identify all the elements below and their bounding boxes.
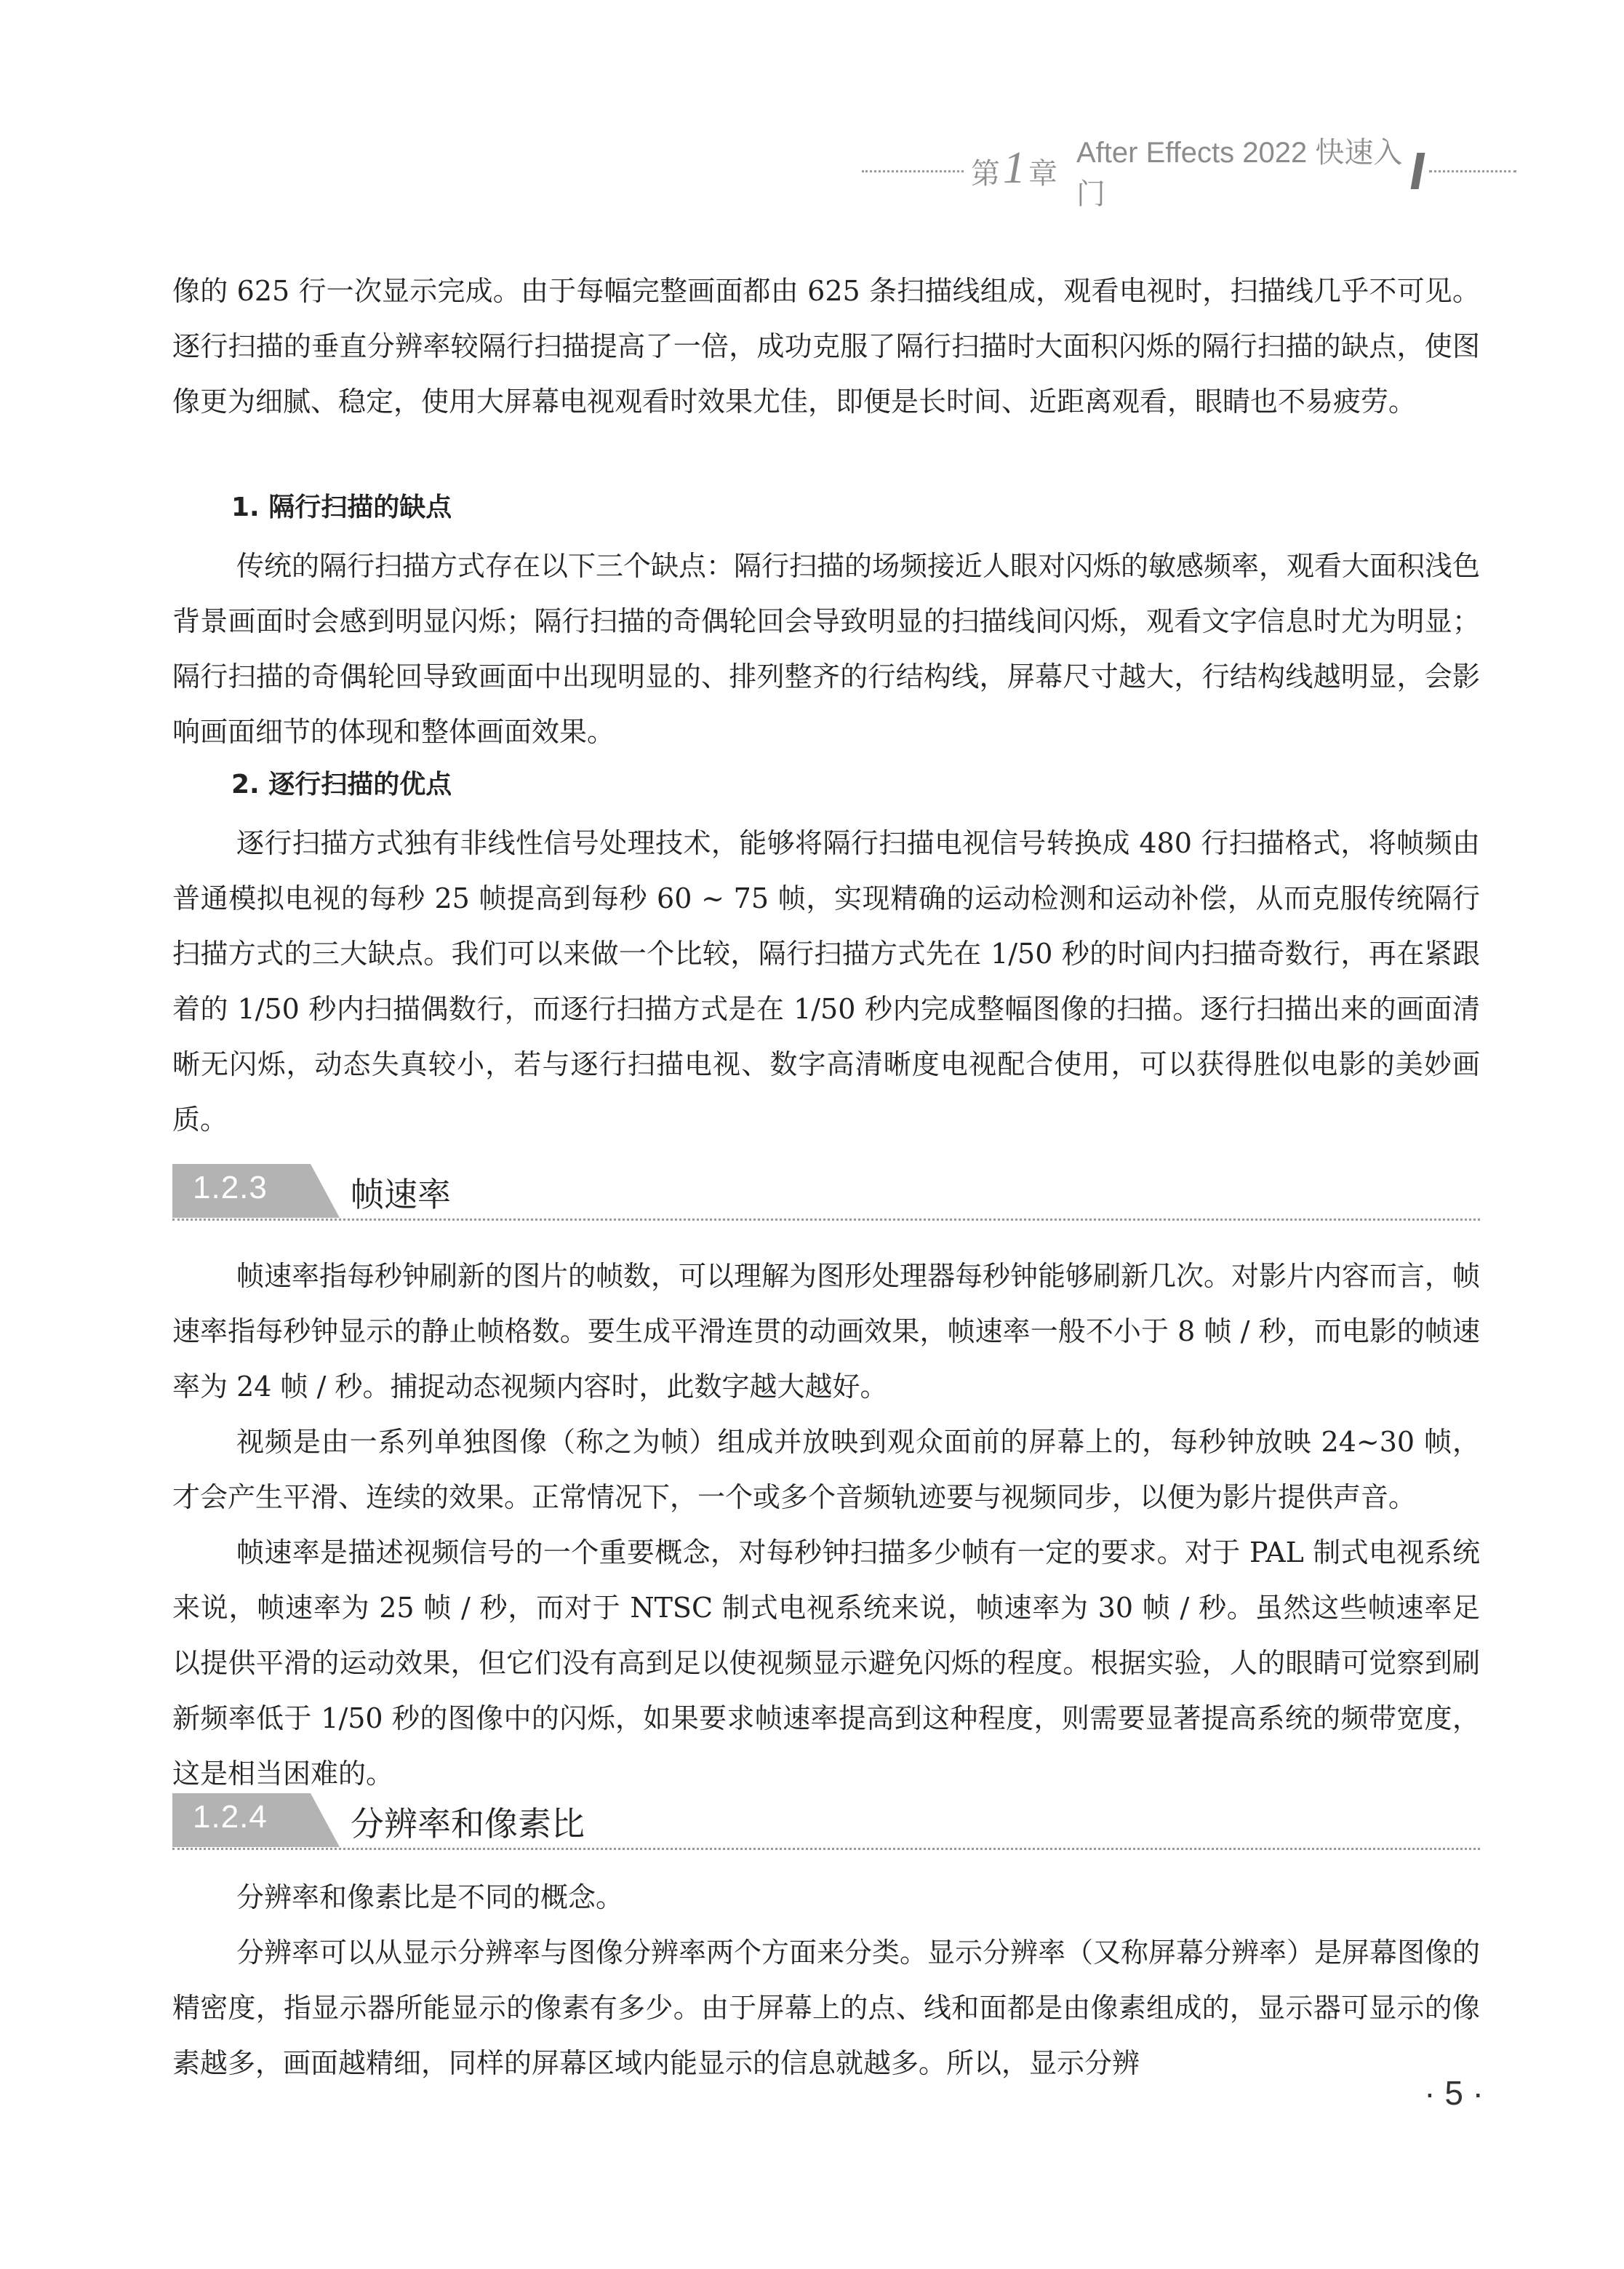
section-1-2-4-text — [172, 1870, 1480, 2091]
header-dotted-rule-right — [1429, 170, 1516, 172]
paragraph: 帧速率是描述视频信号的一个重要概念，对每秒钟扫描多少帧有一定的要求。对于 PAL 制式电视系统来说，帧速率为 25 帧 / 秒，而对于 NTSC 制式电视系统来说，帧速率为 30 帧 / 秒。虽然这些帧速率足以提供平滑的运动效果，但它们没有高到足以使视频显示避免闪烁的程度。根据实验，人的眼睛可觉察到刷新频率低于 1/50 秒的图像中的闪烁，如果要求帧速率提高到这种程度，则需要显著提高系统的频带宽度，这是相当困难的。 — [172, 1536, 1480, 1790]
section-heading-1-2-4 — [172, 1793, 1480, 1850]
chapter-number: 1 — [1003, 143, 1025, 193]
header-bar-mark — [1410, 153, 1425, 189]
subsection-heading-progressive-advantages: 2. 逐行扫描的优点 — [231, 770, 452, 799]
page-number: · 5 · — [1424, 2074, 1484, 2112]
chapter-suffix: 章 — [1028, 157, 1057, 190]
paragraph: 帧速率指每秒钟刷新的图片的帧数，可以理解为图形处理器每秒钟能够刷新几次。对影片内容而言，帧速率指每秒钟显示的静止帧格数。要生成平滑连贯的动画效果，帧速率一般不小于 8 帧 / 秒，而电影的帧速率为 24 帧 / 秒。捕捉动态视频内容时，此数字越大越好。 — [172, 1260, 1481, 1403]
intro-paragraph: 像的 625 行一次显示完成。由于每幅完整画面都由 625 条扫描线组成，观看电视时，扫描线几乎不可见。逐行扫描的垂直分辨率较隔行扫描提高了一倍，成功克服了隔行扫描时大面积闪烁的隔行扫描的缺点，使图像更为细腻、稳定，使用大屏幕电视观看时效果尤佳，即便是长时间、近距离观看，眼睛也不易疲劳。 — [172, 275, 1480, 418]
section-dotted-rule — [172, 1219, 1480, 1221]
running-header — [855, 137, 1524, 210]
subsection-heading-interlaced-drawbacks: 1. 隔行扫描的缺点 — [231, 493, 452, 522]
header-dotted-rule-left — [862, 170, 964, 172]
section-title: 分辨率和像素比 — [351, 1804, 585, 1843]
paragraph: 视频是由一系列单独图像（称之为帧）组成并放映到观众面前的屏幕上的，每秒钟放映 24~30 帧，才会产生平滑、连续的效果。正常情况下，一个或多个音频轨迹要与视频同步，以便为影片提供声音。 — [172, 1426, 1480, 1513]
subsection-1-text — [172, 538, 1480, 759]
subsection-2-text — [172, 816, 1480, 1147]
section-title: 帧速率 — [351, 1175, 451, 1214]
subsection-2-paragraph: 逐行扫描方式独有非线性信号处理技术，能够将隔行扫描电视信号转换成 480 行扫描格式，将帧频由普通模拟电视的每秒 25 帧提高到每秒 60 ~ 75 帧，实现精确的运动检测和运动补偿，从而克服传统隔行扫描方式的三大缺点。我们可以来做一个比较，隔行扫描方式先在 1/50 秒的时间内扫描奇数行，再在紧跟着的 1/50 秒内扫描偶数行，而逐行扫描方式是在 1/50 秒内完成整幅图像的扫描。逐行扫描出来的画面清晰无闪烁，动态失真较小，若与逐行扫描电视、数字高清晰度电视配合使用，可以获得胜似电影的美妙画质。 — [172, 827, 1480, 1136]
paragraph: 分辨率和像素比是不同的概念。 — [236, 1881, 624, 1913]
section-1-2-3-text — [172, 1248, 1480, 1801]
subsection-1-paragraph: 传统的隔行扫描方式存在以下三个缺点：隔行扫描的场频接近人眼对闪烁的敏感频率，观看大面积浅色背景画面时会感到明显闪烁；隔行扫描的奇偶轮回会导致明显的扫描线间闪烁，观看文字信息时尤为明显；隔行扫描的奇偶轮回导致画面中出现明显的、排列整齐的行结构线，屏幕尺寸越大，行结构线越明显，会影响画面细节的体现和整体画面效果。 — [172, 550, 1481, 748]
chapter-prefix: 第 — [971, 157, 1000, 190]
section-number: 1.2.3 — [193, 1170, 268, 1205]
running-header-title: After Effects 2022 快速入门 — [1076, 137, 1403, 210]
intro-text — [172, 263, 1480, 429]
section-number: 1.2.4 — [193, 1799, 268, 1835]
section-dotted-rule — [172, 1848, 1480, 1850]
section-heading-1-2-3 — [172, 1164, 1480, 1221]
paragraph: 分辨率可以从显示分辨率与图像分辨率两个方面来分类。显示分辨率（又称屏幕分辨率）是屏幕图像的精密度，指显示器所能显示的像素有多少。由于屏幕上的点、线和面都是由像素组成的，显示器可显示的像素越多，画面越精细，同样的屏幕区域内能显示的信息就越多。所以，显示分辨 — [172, 1937, 1481, 2079]
